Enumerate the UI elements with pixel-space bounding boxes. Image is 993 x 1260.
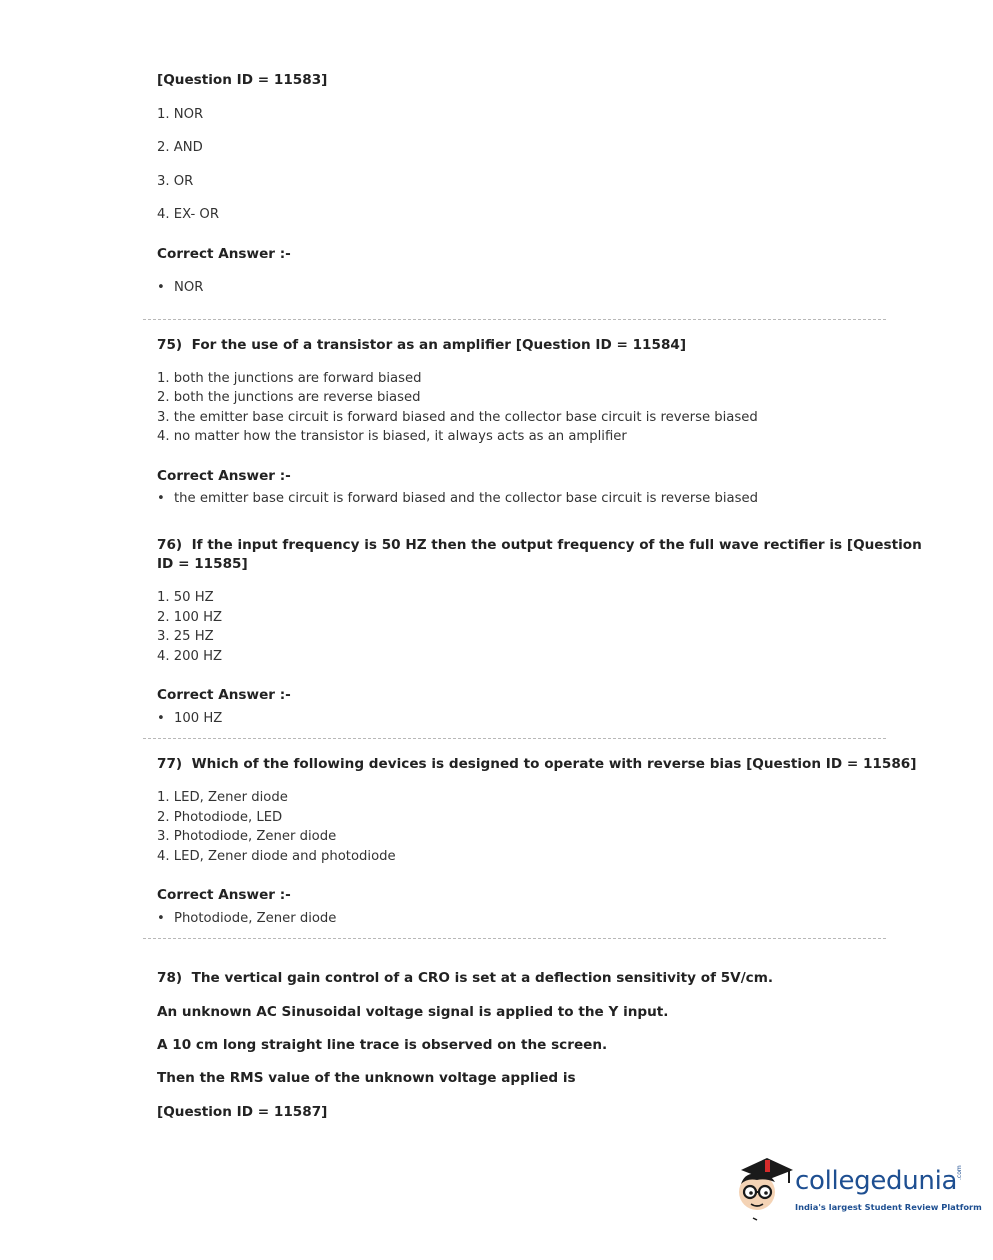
q74-correct-label: Correct Answer :- (157, 246, 291, 262)
q76-number: 76) (157, 537, 183, 553)
q77-question (157, 756, 916, 773)
q75-option-3: 3. the emitter base circuit is forward biased and the collector base circuit is reverse biased (157, 410, 758, 425)
separator (143, 319, 886, 320)
logo-wordmark: collegedunia (795, 1166, 958, 1196)
q74-question-id: [Question ID = 11583] (157, 72, 328, 88)
q74-option-2: 2. AND (157, 140, 203, 155)
collegedunia-logo (735, 1150, 982, 1225)
q75-option-2: 2. both the junctions are reverse biased (157, 390, 421, 405)
q77-number: 77) (157, 756, 183, 772)
q77-correct-label: Correct Answer :- (157, 887, 291, 903)
q77-option-1: 1. LED, Zener diode (157, 790, 288, 805)
q78-number: 78) (157, 970, 183, 986)
logo-tagline: India's largest Student Review Platform (795, 1202, 982, 1212)
q75-answer-text: the emitter base circuit is forward biased and the collector base circuit is reverse biased (174, 491, 758, 506)
q78-line4: Then the RMS value of the unknown voltage applied is (157, 1070, 576, 1086)
q78-line2: An unknown AC Sinusoidal voltage signal is applied to the Y input. (157, 1004, 669, 1020)
q75-option-1: 1. both the junctions are forward biased (157, 371, 422, 386)
q76-option-1: 1. 50 HZ (157, 590, 214, 605)
q74-option-1: 1. NOR (157, 107, 204, 122)
q75-option-4: 4. no matter how the transistor is biased, it always acts as an amplifier (157, 429, 627, 444)
separator (143, 938, 886, 939)
q75-question (157, 337, 686, 354)
q77-answer: • Photodiode, Zener diode (157, 911, 337, 926)
q74-option-4: 4. EX- OR (157, 207, 219, 222)
q76-text-line2: ID = 11585] (157, 556, 248, 572)
q78-line1: The vertical gain control of a CRO is set at a deflection sensitivity of 5V/cm. (191, 970, 774, 986)
separator (143, 738, 886, 739)
q75-correct-label: Correct Answer :- (157, 468, 291, 484)
q76-option-3: 3. 25 HZ (157, 629, 214, 644)
q78-line3: A 10 cm long straight line trace is observed on the screen. (157, 1037, 608, 1053)
q77-text: Which of the following devices is designed to operate with reverse bias [Question ID = 11586] (191, 756, 917, 772)
q76-question (157, 537, 922, 554)
student-mascot-icon (735, 1150, 795, 1225)
q76-option-4: 4. 200 HZ (157, 649, 223, 664)
logo-suffix: .com (956, 1165, 963, 1180)
q77-answer-text: Photodiode, Zener diode (174, 911, 337, 926)
q76-option-2: 2. 100 HZ (157, 610, 223, 625)
q77-option-2: 2. Photodiode, LED (157, 810, 283, 825)
q74-answer-text: NOR (174, 280, 204, 295)
q76-answer: • 100 HZ (157, 711, 223, 726)
q75-answer: • the emitter base circuit is forward biased and the collector base circuit is reverse biased (157, 491, 758, 506)
q78-question-id: [Question ID = 11587] (157, 1104, 328, 1120)
q76-correct-label: Correct Answer :- (157, 687, 291, 703)
q74-option-3: 3. OR (157, 174, 194, 189)
q76-answer-text: 100 HZ (174, 711, 223, 726)
q78-question (157, 970, 773, 987)
q74-answer: • NOR (157, 280, 204, 295)
q75-number: 75) (157, 337, 183, 353)
q77-option-4: 4. LED, Zener diode and photodiode (157, 849, 396, 864)
q76-text-line1: If the input frequency is 50 HZ then the output frequency of the full wave rectifier is [Question (191, 537, 922, 553)
q77-option-3: 3. Photodiode, Zener diode (157, 829, 337, 844)
q75-text: For the use of a transistor as an amplifier [Question ID = 11584] (191, 337, 687, 353)
